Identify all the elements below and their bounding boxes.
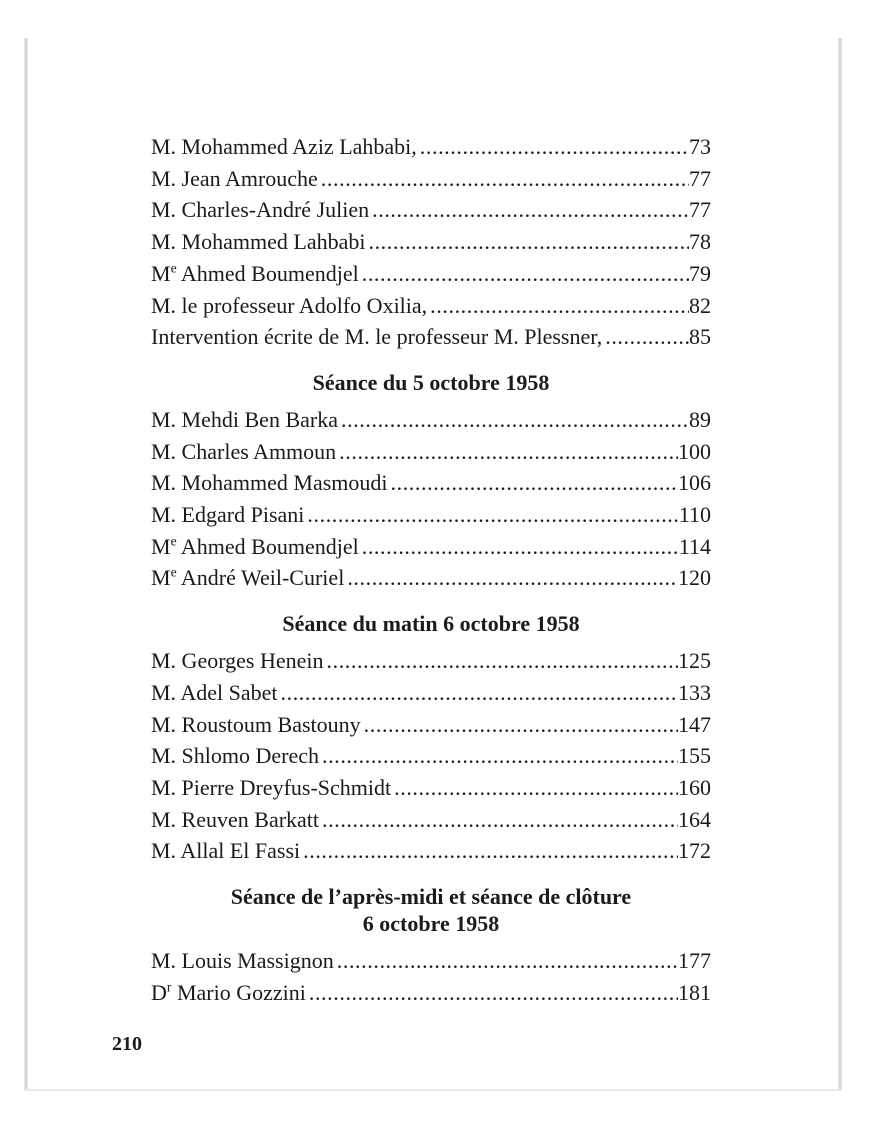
- toc-entry-page: 172: [678, 838, 711, 864]
- toc-row: [151, 562, 711, 594]
- toc-entry-label: M. Georges Henein: [151, 648, 324, 674]
- section-heading-line: Séance du matin 6 octobre 1958: [282, 611, 580, 637]
- toc-entry-label-superscript: e: [170, 533, 177, 549]
- page-number: 210: [112, 1033, 142, 1055]
- toc-entry-label: M. Mohammed Aziz Lahbabi,: [151, 134, 417, 159]
- toc-entry-label: M. Allal El Fassi: [151, 838, 301, 864]
- toc-entry-label: M. Charles-André Julien: [151, 197, 370, 223]
- toc-entry-page: 110: [678, 502, 711, 528]
- toc-row: [151, 258, 711, 290]
- toc-row: [151, 772, 711, 804]
- toc-leader-dots: [362, 531, 679, 563]
- toc-entry-page: 82: [689, 292, 711, 318]
- toc-entry-label-superscript: e: [170, 565, 177, 581]
- toc-leader-dots: [307, 499, 678, 531]
- toc-entry-label: $D^r$ Mario Gozzini: [151, 979, 306, 1005]
- toc-row: [151, 194, 711, 226]
- toc-entry-label: M. Mehdi Ben Barka: [151, 406, 338, 432]
- toc-entry-page: 77: [689, 165, 711, 191]
- toc-entry-page: 79: [689, 260, 711, 286]
- toc-entry-page: 181: [678, 979, 711, 1005]
- toc-entry-page: 160: [678, 774, 711, 800]
- toc-entry-label: M. Reuven Barkatt: [151, 806, 320, 832]
- toc-row: [151, 709, 711, 741]
- toc-entry-page: 133: [678, 679, 711, 705]
- toc-entry-label: M. Jean Amrouche: [151, 165, 318, 191]
- toc-leader-dots: [394, 772, 678, 804]
- toc-entry-page: 147: [678, 711, 711, 737]
- toc-row: [151, 404, 711, 436]
- toc-entry-page: 155: [678, 743, 711, 769]
- toc-row: [151, 804, 711, 836]
- toc-entry-label: M. Pierre Dreyfus-Schmidt: [151, 774, 392, 800]
- toc-row: [151, 436, 711, 468]
- toc-entry-label: Me Ahmed Boumendjel: [151, 260, 359, 286]
- toc-row: [151, 467, 711, 499]
- toc-row: [151, 131, 711, 163]
- section-heading-line: Séance du 5 octobre 1958: [312, 369, 550, 395]
- toc-entry-page: 100: [678, 438, 711, 464]
- section-heading-line: Séance de l’après-midi et séance de clôture: [230, 884, 632, 910]
- toc-row: [151, 290, 711, 322]
- toc-row: [151, 531, 711, 563]
- toc-leader-dots: [391, 467, 679, 499]
- toc-leader-dots: [303, 835, 678, 867]
- toc-entry-label-superscript: r: [166, 979, 172, 995]
- toc-leader-dots: [347, 562, 678, 594]
- toc-row: [151, 945, 711, 977]
- toc-leader-dots: [281, 677, 679, 709]
- toc-entry-page: 78: [689, 229, 711, 255]
- toc-entry-label: M. Mohammed Lahbabi: [151, 229, 366, 255]
- toc-entry-label: M. Charles Ammoun: [151, 438, 337, 464]
- toc-row: [151, 226, 711, 258]
- toc-leader-dots: [322, 740, 678, 772]
- toc-row: [151, 499, 711, 531]
- toc-entry-page: 85: [689, 324, 711, 350]
- toc-entry-page: 114: [678, 533, 711, 559]
- toc-row: [151, 163, 711, 195]
- toc-entry-label-superscript: e: [170, 260, 177, 276]
- toc-row: [151, 677, 711, 709]
- toc-entry-page: 77: [689, 197, 711, 223]
- toc-entry-label: M. Shlomo Derech: [151, 743, 320, 769]
- toc-entry-page: 106: [678, 470, 711, 496]
- toc-leader-dots: [362, 258, 689, 290]
- toc-entry-page: 125: [678, 648, 711, 674]
- table-of-contents: [151, 131, 711, 1008]
- toc-leader-dots: [327, 645, 679, 677]
- toc-entry-page: 73: [689, 134, 711, 159]
- toc-leader-dots: [372, 194, 689, 226]
- section-heading: [151, 369, 711, 396]
- toc-entry-label: Intervention écrite de M. le professeur M. Plessner,: [151, 324, 603, 350]
- toc-entry-label: Me André Weil-Curiel: [151, 565, 345, 591]
- section-heading: [151, 883, 711, 937]
- toc-leader-dots: [321, 163, 689, 195]
- toc-entry-page: 177: [678, 948, 711, 974]
- toc-entry-label: M. Adel Sabet: [151, 679, 278, 705]
- toc-row: [151, 645, 711, 677]
- toc-leader-dots: [309, 977, 678, 1009]
- toc-entry-label: M. Louis Massignon: [151, 948, 334, 974]
- page-scan-edge-bottom: [24, 1089, 842, 1091]
- toc-entry-label: M. Roustoum Bastouny: [151, 711, 361, 737]
- toc-entry-page: 120: [678, 565, 711, 591]
- page-scan-edge-left: [24, 38, 28, 1090]
- toc-leader-dots: [605, 321, 689, 353]
- toc-entry-label: M. le professeur Adolfo Oxilia,: [151, 292, 428, 318]
- section-heading-line: 6 octobre 1958: [362, 911, 500, 937]
- toc-leader-dots: [322, 804, 678, 836]
- toc-row: [151, 835, 711, 867]
- toc-entry-label: M. Mohammed Masmoudi: [151, 470, 388, 496]
- toc-row: [151, 977, 711, 1009]
- toc-leader-dots: [341, 404, 689, 436]
- section-heading: [151, 610, 711, 637]
- toc-entry-label: M. Edgard Pisani: [151, 502, 305, 528]
- page-scan-edge-right: [838, 38, 842, 1090]
- toc-leader-dots: [430, 290, 689, 322]
- toc-leader-dots: [364, 709, 678, 741]
- toc-row: [151, 321, 711, 353]
- toc-entry-page: 164: [678, 806, 711, 832]
- toc-leader-dots: [420, 131, 689, 163]
- toc-leader-dots: [368, 226, 689, 258]
- toc-leader-dots: [339, 436, 678, 468]
- toc-entry-page: 89: [689, 406, 711, 432]
- toc-entry-label: Me Ahmed Boumendjel: [151, 533, 359, 559]
- toc-leader-dots: [337, 945, 678, 977]
- toc-row: [151, 740, 711, 772]
